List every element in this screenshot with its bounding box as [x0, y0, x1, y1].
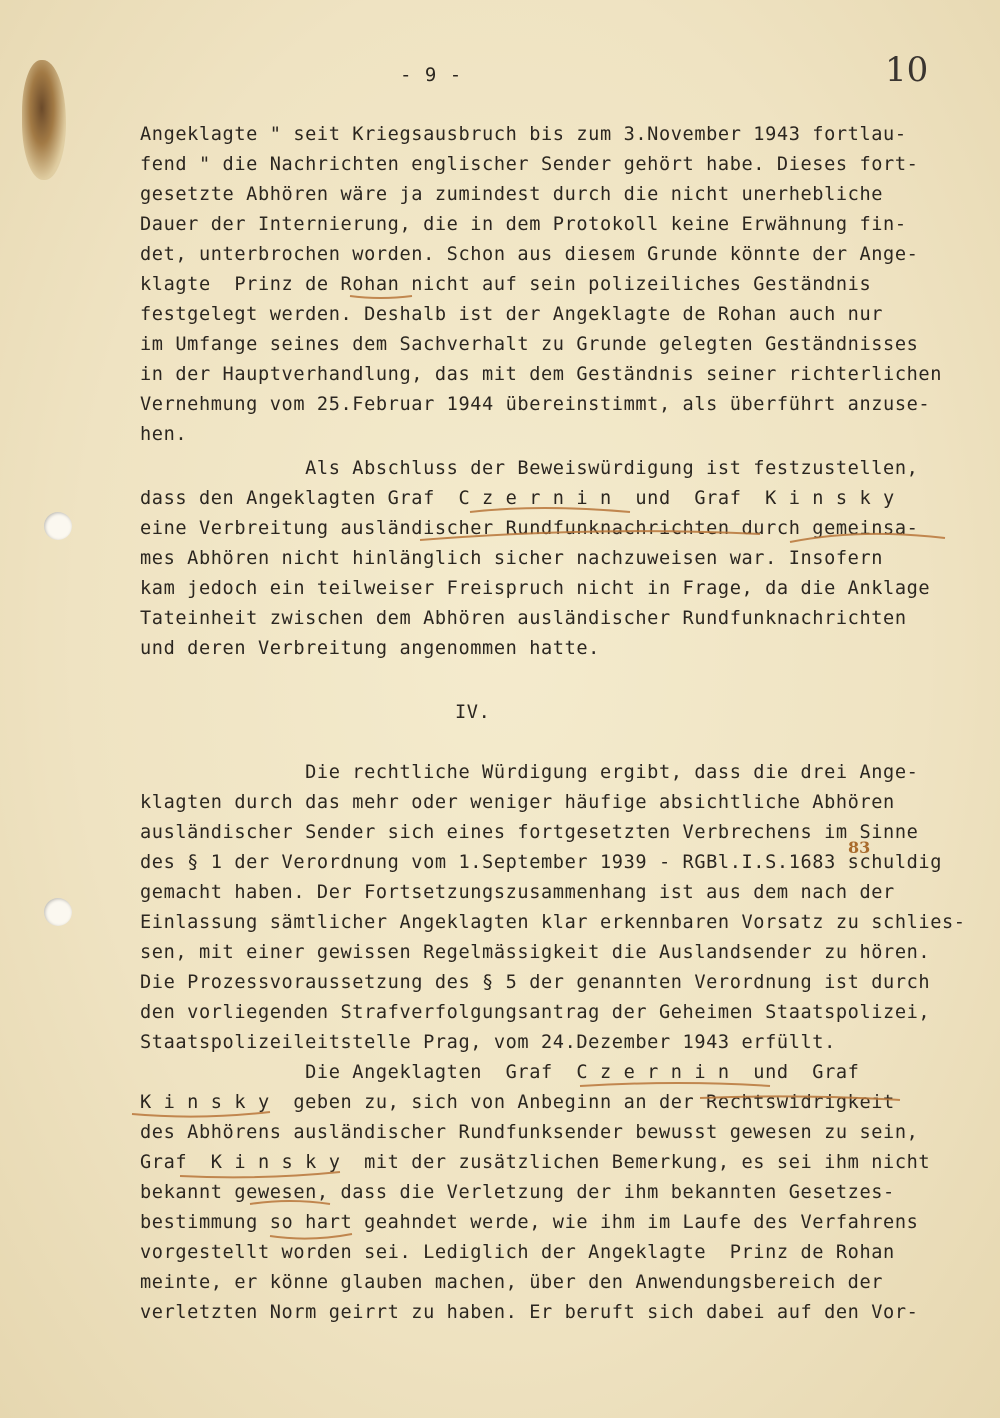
- text-line: hen.: [140, 424, 188, 445]
- text-line: fend " die Nachrichten englischer Sender gehört habe. Dieses fort-: [140, 154, 919, 175]
- text-line: verletzten Norm geirrt zu haben. Er beruft sich dabei auf den Vor-: [140, 1302, 919, 1323]
- text-line: festgelegt werden. Deshalb ist der Angeklagte de Rohan auch nur: [140, 304, 884, 325]
- text-line: Angeklagte " seit Kriegsausbruch bis zum 3.November 1943 fortlau-: [140, 124, 907, 145]
- text-line: Graf K i n s k y mit der zusätzlichen Bemerkung, es sei ihm nicht: [140, 1152, 931, 1173]
- section-heading: IV.: [455, 702, 491, 723]
- text-line: K i n s k y geben zu, sich von Anbeginn an der Rechtswidrigkeit: [140, 1092, 895, 1113]
- text-line: sen, mit einer gewissen Regelmässigkeit die Auslandsender zu hören.: [140, 942, 931, 963]
- text-line: Staatspolizeileitstelle Prag, vom 24.Dezember 1943 erfüllt.: [140, 1032, 836, 1053]
- text-line: kam jedoch ein teilweiser Freispruch nicht in Frage, da die Anklage: [140, 578, 931, 599]
- text-line: und deren Verbreitung angenommen hatte.: [140, 638, 600, 659]
- text-line: Als Abschluss der Beweiswürdigung ist festzustellen,: [140, 458, 919, 479]
- text-line: gesetzte Abhören wäre ja zumindest durch die nicht unerhebliche: [140, 184, 884, 205]
- text-line: den vorliegenden Strafverfolgungsantrag der Geheimen Staatspolizei,: [140, 1002, 931, 1023]
- text-line: dass den Angeklagten Graf C z e r n i n und Graf K i n s k y: [140, 488, 895, 509]
- punch-hole-upper: [44, 512, 72, 540]
- text-line: det, unterbrochen worden. Schon aus diesem Grunde könnte der Ange-: [140, 244, 919, 265]
- text-line: vorgestellt worden sei. Lediglich der Angeklagte Prinz de Rohan: [140, 1242, 895, 1263]
- text-line: bekannt gewesen, dass die Verletzung der ihm bekannten Gesetzes-: [140, 1182, 895, 1203]
- text-line: eine Verbreitung ausländischer Rundfunknachrichten durch gemeinsa-: [140, 518, 919, 539]
- text-line: meinte, er könne glauben machen, über den Anwendungsbereich der: [140, 1272, 884, 1293]
- text-line: Die Prozessvoraussetzung des § 5 der genannten Verordnung ist durch: [140, 972, 931, 993]
- text-line: mes Abhören nicht hinlänglich sicher nachzuweisen war. Insofern: [140, 548, 884, 569]
- text-line: des § 1 der Verordnung vom 1.September 1939 - RGBl.I.S.1683 schuldig: [140, 852, 943, 873]
- text-line: Die Angeklagten Graf C z e r n i n und Graf: [140, 1062, 860, 1083]
- text-line: klagte Prinz de Rohan nicht auf sein polizeiliches Geständnis: [140, 274, 872, 295]
- text-line: im Umfange seines dem Sachverhalt zu Grunde gelegten Geständnisses: [140, 334, 919, 355]
- punch-hole-lower: [44, 898, 72, 926]
- underline-rohan: [350, 296, 412, 298]
- text-line: klagten durch das mehr oder weniger häufige absichtliche Abhören: [140, 792, 895, 813]
- text-line: Einlassung sämtlicher Angeklagten klar erkennbaren Vorsatz zu schlies-: [140, 912, 966, 933]
- text-line: Vernehmung vom 25.Februar 1944 übereinstimmt, als überführt anzuse-: [140, 394, 931, 415]
- text-line: gemacht haben. Der Fortsetzungszusammenhang ist aus dem nach der: [140, 882, 895, 903]
- marginal-correction: 83: [848, 838, 871, 857]
- text-line: Dauer der Internierung, die in dem Protokoll keine Erwähnung fin-: [140, 214, 907, 235]
- text-line: Tateinheit zwischen dem Abhören ausländischer Rundfunknachrichten: [140, 608, 907, 629]
- page-number: - 9 -: [400, 64, 463, 86]
- sheet-number: 10: [885, 50, 929, 90]
- text-line: des Abhörens ausländischer Rundfunksender bewusst gewesen zu sein,: [140, 1122, 919, 1143]
- text-line: bestimmung so hart geahndet werde, wie ihm im Laufe des Verfahrens: [140, 1212, 919, 1233]
- underline-hart: [270, 1234, 352, 1239]
- text-line: in der Hauptverhandlung, das mit dem Geständnis seiner richterlichen: [140, 364, 943, 385]
- text-line: ausländischer Sender sich eines fortgesetzten Verbrechens im Sinne: [140, 822, 919, 843]
- text-line: Die rechtliche Würdigung ergibt, dass die drei Ange-: [140, 762, 919, 783]
- burn-stain: [22, 60, 66, 180]
